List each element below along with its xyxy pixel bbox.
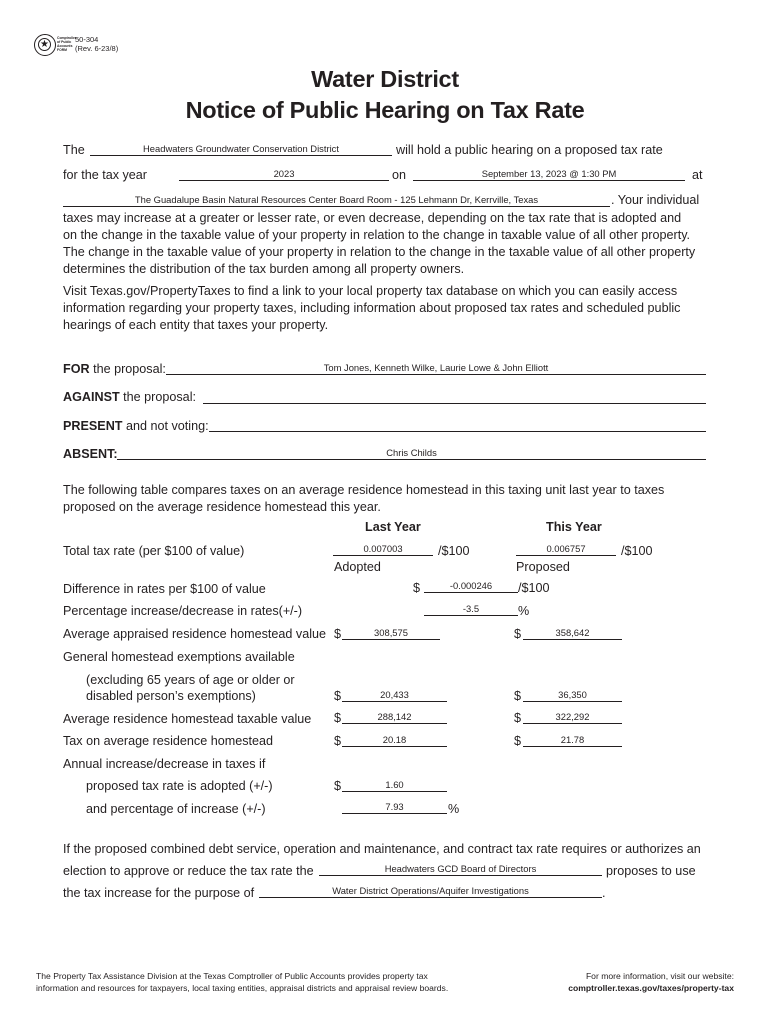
annual-dollar: $ xyxy=(334,779,342,793)
difference-dollar: $ xyxy=(413,581,421,595)
election-line3-pre: the tax increase for the purpose of xyxy=(63,886,255,900)
will-hold-text: will hold a public hearing on a proposed tax rate xyxy=(396,143,663,157)
intro-line: proposed on the average residence homestead this year. xyxy=(63,500,381,514)
tax-year-field[interactable]: 2023 xyxy=(179,168,389,181)
exemptions-last-field[interactable]: 20,433 xyxy=(342,689,447,702)
per100-last: /$100 xyxy=(438,544,470,558)
title-line1: Water District xyxy=(311,66,459,92)
footer-right xyxy=(568,970,734,994)
taxable-label: Average residence homestead taxable value xyxy=(63,712,312,726)
for-rest: the proposal: xyxy=(89,362,166,376)
visit-line: hearings of each entity that taxes your property. xyxy=(63,318,329,332)
footer-left-line2: information and resources for taxpayers, local taxing entities, appraisal districts and appraisal review boards. xyxy=(36,983,449,993)
seal-line: FORM xyxy=(57,48,67,52)
percentage-sign: % xyxy=(518,604,530,618)
present-label xyxy=(63,419,209,433)
col-last-year: Last Year xyxy=(365,520,421,534)
difference-field[interactable]: -0.000246 xyxy=(424,580,518,593)
for-field[interactable]: Tom Jones, Kenneth Wilke, Laurie Lowe & John Elliott xyxy=(166,362,706,375)
notice-paragraph xyxy=(63,210,695,278)
against-field[interactable] xyxy=(203,391,706,404)
present-field[interactable] xyxy=(209,419,706,432)
present-rest: and not voting: xyxy=(122,419,209,433)
col-this-year: This Year xyxy=(546,520,602,534)
against-label xyxy=(63,390,196,404)
taxable-last-field[interactable]: 288,142 xyxy=(342,711,447,724)
exemptions-sub1: (excluding 65 years of age or older or xyxy=(86,673,295,687)
location-suffix: . Your individual xyxy=(611,193,700,207)
for-bold: FOR xyxy=(63,362,90,376)
form-number-value: 50-304 xyxy=(75,35,99,44)
paragraph-line: taxes may increase at a greater or lesser rate, or even decrease, depending on the tax rate that is adopted and xyxy=(63,211,682,225)
against-rest: the proposal: xyxy=(119,390,196,404)
paragraph-line: determines the distribution of the tax burden among all property owners. xyxy=(63,262,465,276)
appraised-label: Average appraised residence homestead value xyxy=(63,627,327,641)
paragraph-line: on the change in the taxable value of your property in relation to the change in taxable value of all other property. xyxy=(63,228,691,242)
absent-label xyxy=(63,447,118,461)
form-number xyxy=(75,35,118,53)
at-label: at xyxy=(692,168,703,182)
title-line2: Notice of Public Hearing on Tax Rate xyxy=(185,97,585,123)
seal-line: Accounts xyxy=(57,44,73,48)
tax-this-field[interactable]: 21.78 xyxy=(523,734,622,747)
election-line2-post: proposes to use xyxy=(606,864,696,878)
entity-name-field[interactable]: Headwaters Groundwater Conservation District xyxy=(90,143,392,156)
hearing-location-field[interactable]: The Guadalupe Basin Natural Resources Center Board Room - 125 Lehmann Dr, Kerrville, Texas xyxy=(63,194,610,207)
hearing-date-field[interactable]: September 13, 2023 @ 1:30 PM xyxy=(413,168,685,181)
visit-paragraph xyxy=(63,283,680,334)
the-label: The xyxy=(63,143,85,157)
percentage-label: Percentage increase/decrease in rates(+/-) xyxy=(63,604,303,618)
proposed-label: Proposed xyxy=(516,560,570,574)
tax-label: Tax on average residence homestead xyxy=(63,734,274,748)
exemptions-last-dollar: $ xyxy=(334,689,342,703)
against-bold: AGAINST xyxy=(63,390,120,404)
annual-field[interactable]: 1.60 xyxy=(342,779,447,792)
seal-text xyxy=(57,36,76,52)
present-bold: PRESENT xyxy=(63,419,123,433)
footer-left xyxy=(36,970,448,994)
footer-right-line1: For more information, visit our website: xyxy=(585,971,734,981)
taxable-last-dollar: $ xyxy=(334,711,342,725)
tax-this-dollar: $ xyxy=(514,734,522,748)
form-revision: (Rev. 6-23/8) xyxy=(75,44,119,53)
exemptions-this-field[interactable]: 36,350 xyxy=(523,689,622,702)
comparison-intro xyxy=(63,482,664,516)
appraised-last-dollar: $ xyxy=(334,627,342,641)
taxable-this-dollar: $ xyxy=(514,711,522,725)
difference-label: Difference in rates per $100 of value xyxy=(63,582,266,596)
absent-field[interactable]: Chris Childs xyxy=(117,447,706,460)
election-line2-pre: election to approve or reduce the tax rate the xyxy=(63,864,314,878)
visit-line: Visit Texas.gov/PropertyTaxes to find a link to your local property tax database on which you can easily access xyxy=(63,284,678,298)
footer-website-link[interactable]: comptroller.texas.gov/taxes/property-tax xyxy=(568,983,734,993)
exemptions-label: General homestead exemptions available xyxy=(63,650,295,664)
annual-sub: proposed tax rate is adopted (+/-) xyxy=(86,779,273,793)
footer-left-line1: The Property Tax Assistance Division at the Texas Comptroller of Public Accounts provides property tax xyxy=(36,971,428,981)
paragraph-line: The change in the taxable value of your property in relation to the change in the taxable value of all other property xyxy=(63,245,696,259)
percentage-field[interactable]: -3.5 xyxy=(424,603,518,616)
exemptions-this-dollar: $ xyxy=(514,689,522,703)
appraised-last-field[interactable]: 308,575 xyxy=(342,627,440,640)
pct-increase-label: and percentage of increase (+/-) xyxy=(86,802,266,816)
annual-label: Annual increase/decrease in taxes if xyxy=(63,757,266,771)
taxable-this-field[interactable]: 322,292 xyxy=(523,711,622,724)
total-tax-rate-label: Total tax rate (per $100 of value) xyxy=(63,544,245,558)
exemptions-sub2: disabled person’s exemptions) xyxy=(86,689,256,703)
tax-last-field[interactable]: 20.18 xyxy=(342,734,447,747)
purpose-field[interactable]: Water District Operations/Aquifer Investigations xyxy=(259,885,602,898)
visit-line: information regarding your property taxes, including information about proposed tax rates and scheduled public xyxy=(63,301,681,315)
on-label: on xyxy=(392,168,407,182)
intro-line: The following table compares taxes on an average residence homestead in this taxing unit last year to taxes xyxy=(63,483,665,497)
absent-bold: ABSENT: xyxy=(63,447,118,461)
difference-per100: /$100 xyxy=(518,581,550,595)
election-line1: If the proposed combined debt service, operation and maintenance, and contract tax rate requires or authorizes an xyxy=(63,842,701,856)
total-tax-rate-last-field[interactable]: 0.007003 xyxy=(333,543,433,556)
adopted-label: Adopted xyxy=(334,560,381,574)
election-line3-post: . xyxy=(602,886,606,900)
seal-line: of Public xyxy=(57,40,72,44)
tax-last-dollar: $ xyxy=(334,734,342,748)
per100-this: /$100 xyxy=(621,544,653,558)
comptroller-seal-icon: ★ xyxy=(34,34,56,56)
pct-increase-sign: % xyxy=(448,802,460,816)
appraised-this-dollar: $ xyxy=(514,627,522,641)
seal-line: Comptroller xyxy=(57,36,77,40)
pct-increase-field[interactable]: 7.93 xyxy=(342,801,447,814)
appraised-this-field[interactable]: 358,642 xyxy=(523,627,622,640)
for-tax-year-label: for the tax year xyxy=(63,168,147,182)
governing-body-field[interactable]: Headwaters GCD Board of Directors xyxy=(319,863,602,876)
for-label xyxy=(63,362,166,376)
total-tax-rate-this-field[interactable]: 0.006757 xyxy=(516,543,616,556)
